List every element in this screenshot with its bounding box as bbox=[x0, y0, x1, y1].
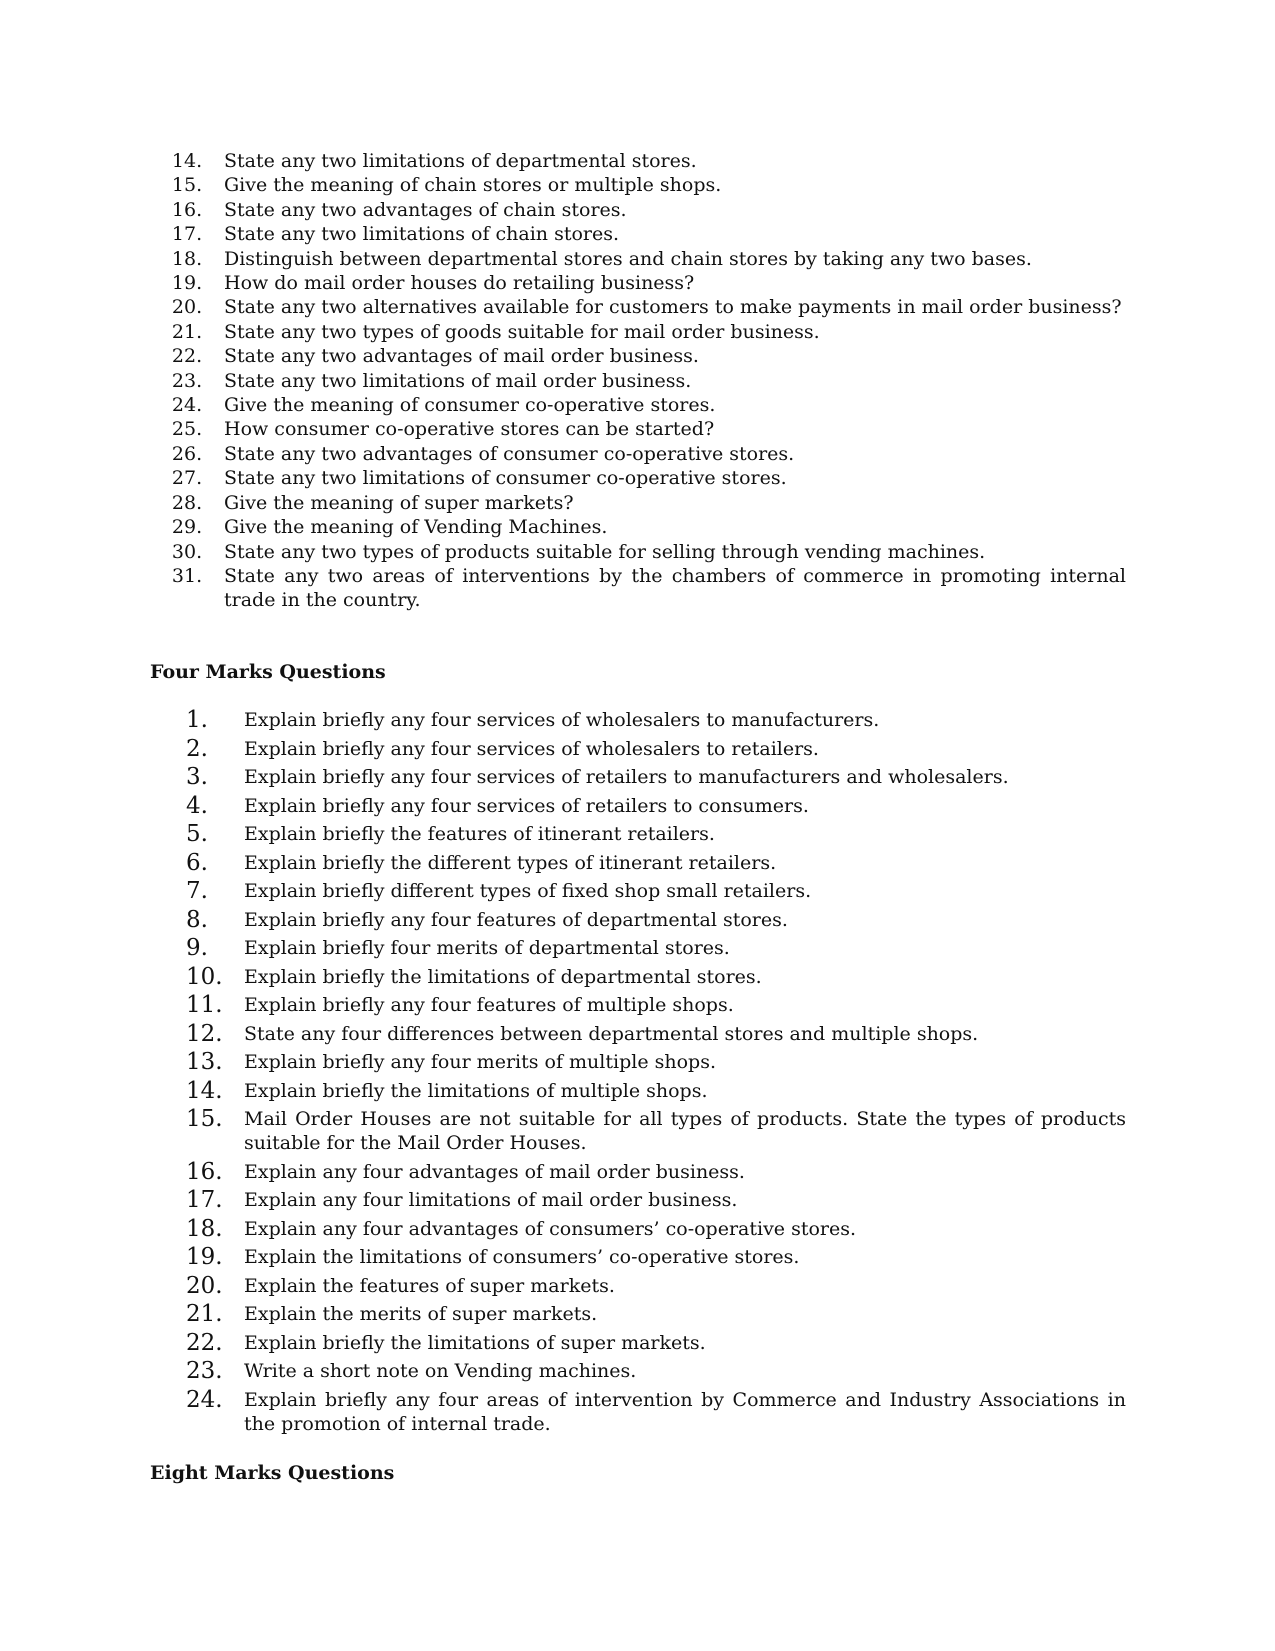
question-number: 4. bbox=[186, 792, 208, 819]
question-number: 3. bbox=[186, 764, 208, 790]
four-marks-questions-list bbox=[178, 708, 1126, 1440]
question-number: 8. bbox=[186, 906, 208, 933]
question-number: 26. bbox=[171, 442, 203, 465]
question-number: 16. bbox=[186, 1158, 223, 1185]
question-text: Give the meaning of super markets? bbox=[224, 491, 574, 514]
question-number: 16. bbox=[171, 198, 203, 221]
question-item bbox=[178, 1107, 1126, 1155]
question-item bbox=[150, 515, 1126, 539]
question-number: 2. bbox=[186, 735, 208, 762]
question-number: 22. bbox=[186, 1329, 223, 1356]
question-text: Explain briefly any four services of wholesalers to retailers. bbox=[244, 737, 819, 760]
question-text: State any two advantages of mail order business. bbox=[224, 345, 699, 368]
question-number: 18. bbox=[171, 247, 203, 270]
question-number: 19. bbox=[186, 1244, 223, 1271]
question-item bbox=[178, 1079, 1126, 1103]
question-item bbox=[178, 851, 1126, 875]
question-number: 24. bbox=[171, 394, 203, 417]
question-text: Explain briefly the different types of itinerant retailers. bbox=[244, 851, 777, 874]
short-questions-list bbox=[150, 149, 1126, 613]
question-item bbox=[178, 1188, 1126, 1212]
question-text: Give the meaning of chain stores or multiple shops. bbox=[224, 174, 722, 197]
question-text: State any two types of products suitable for selling through vending machines. bbox=[224, 540, 986, 563]
question-text: Explain briefly different types of fixed shop small retailers. bbox=[244, 880, 812, 902]
question-item bbox=[150, 369, 1126, 393]
question-number: 20. bbox=[171, 296, 203, 319]
question-item bbox=[150, 320, 1126, 344]
question-text: State any four differences between departmental stores and multiple shops. bbox=[244, 1022, 979, 1045]
question-number: 15. bbox=[171, 174, 203, 197]
question-number: 17. bbox=[171, 223, 203, 246]
eight-marks-heading: Eight Marks Questions bbox=[150, 1462, 395, 1484]
question-number: 9. bbox=[186, 935, 208, 961]
question-text: Write a short note on Vending machines. bbox=[244, 1360, 637, 1383]
question-item bbox=[150, 442, 1126, 466]
question-item bbox=[178, 1217, 1126, 1241]
question-item bbox=[178, 993, 1126, 1017]
question-item bbox=[150, 564, 1126, 613]
question-item bbox=[178, 822, 1126, 846]
question-number: 23. bbox=[186, 1358, 223, 1385]
question-item bbox=[150, 173, 1126, 197]
question-number: 21. bbox=[186, 1301, 223, 1328]
question-item bbox=[178, 737, 1126, 761]
question-item bbox=[178, 1302, 1126, 1326]
question-text: Mail Order Houses are not suitable for all types of products. State the types of products suitable for the Mail Order Houses. bbox=[244, 1108, 1126, 1155]
question-text: Explain briefly any four features of multiple shops. bbox=[244, 994, 734, 1016]
question-item bbox=[178, 1359, 1126, 1383]
question-number: 19. bbox=[171, 272, 203, 295]
question-text: Explain any four advantages of mail order business. bbox=[244, 1160, 745, 1183]
question-number: 1. bbox=[186, 707, 208, 733]
question-item bbox=[178, 965, 1126, 989]
question-text: Distinguish between departmental stores and chain stores by taking any two bases. bbox=[224, 247, 1032, 270]
question-text: Explain briefly the limitations of super markets. bbox=[244, 1331, 706, 1354]
question-text: Explain briefly the limitations of departmental stores. bbox=[244, 965, 762, 988]
question-text: State any two limitations of consumer co-operative stores. bbox=[224, 467, 787, 490]
question-item bbox=[150, 540, 1126, 564]
question-number: 7. bbox=[186, 878, 208, 904]
question-number: 6. bbox=[186, 849, 208, 876]
question-text: Give the meaning of consumer co-operative stores. bbox=[224, 394, 716, 417]
question-item bbox=[178, 1274, 1126, 1298]
question-number: 22. bbox=[171, 345, 203, 368]
question-item bbox=[150, 149, 1126, 173]
question-text: Explain briefly any four areas of intervention by Commerce and Industry Associations in the promotion of internal trade. bbox=[244, 1388, 1126, 1435]
question-number: 17. bbox=[186, 1187, 223, 1214]
question-number: 27. bbox=[171, 467, 203, 490]
question-number: 21. bbox=[171, 320, 203, 343]
question-text: Explain briefly the features of itinerant retailers. bbox=[244, 823, 715, 845]
question-text: Explain any four advantages of consumers’ co-operative stores. bbox=[244, 1217, 857, 1240]
four-marks-heading: Four Marks Questions bbox=[150, 661, 386, 683]
question-text: Explain briefly any four features of departmental stores. bbox=[244, 908, 788, 931]
question-item bbox=[150, 271, 1126, 295]
question-text: Give the meaning of Vending Machines. bbox=[224, 516, 608, 539]
question-number: 20. bbox=[186, 1272, 223, 1299]
question-item bbox=[150, 491, 1126, 515]
question-text: Explain briefly any four merits of multiple shops. bbox=[244, 1051, 716, 1073]
question-item bbox=[178, 1022, 1126, 1046]
question-number: 29. bbox=[171, 516, 203, 539]
question-number: 28. bbox=[171, 491, 203, 514]
question-item bbox=[150, 198, 1126, 222]
question-item bbox=[150, 344, 1126, 368]
question-text: Explain briefly any four services of retailers to manufacturers and wholesalers. bbox=[244, 766, 1009, 788]
question-text: Explain briefly the limitations of multiple shops. bbox=[244, 1079, 708, 1102]
question-number: 5. bbox=[186, 821, 208, 847]
question-item bbox=[150, 417, 1126, 441]
question-number: 30. bbox=[171, 540, 203, 563]
question-item bbox=[178, 1331, 1126, 1355]
question-text: State any two advantages of consumer co-operative stores. bbox=[224, 442, 795, 465]
question-text: How consumer co-operative stores can be started? bbox=[224, 418, 715, 441]
question-text: Explain any four limitations of mail order business. bbox=[244, 1189, 738, 1212]
question-number: 25. bbox=[171, 418, 203, 441]
question-text: Explain the merits of super markets. bbox=[244, 1303, 598, 1326]
question-number: 14. bbox=[186, 1077, 223, 1104]
question-item bbox=[150, 247, 1126, 271]
question-item bbox=[150, 222, 1126, 246]
question-text: Explain the limitations of consumers’ co-operative stores. bbox=[244, 1246, 800, 1269]
question-text: Explain briefly any four services of wholesalers to manufacturers. bbox=[244, 709, 880, 731]
question-text: State any two alternatives available for customers to make payments in mail order business? bbox=[224, 296, 1122, 319]
question-number: 18. bbox=[186, 1215, 223, 1242]
question-number: 15. bbox=[186, 1106, 223, 1132]
question-number: 31. bbox=[171, 564, 203, 587]
question-number: 14. bbox=[171, 150, 203, 172]
question-text: State any two limitations of mail order business. bbox=[224, 369, 692, 392]
question-text: State any two limitations of departmental stores. bbox=[224, 150, 697, 172]
question-text: Explain the features of super markets. bbox=[244, 1274, 615, 1297]
question-item bbox=[178, 1388, 1126, 1436]
question-item bbox=[178, 1160, 1126, 1184]
question-text: State any two areas of interventions by the chambers of commerce in promoting internal trade in the country. bbox=[224, 564, 1126, 612]
question-number: 11. bbox=[186, 992, 223, 1018]
question-text: State any two types of goods suitable for mail order business. bbox=[224, 320, 820, 343]
question-text: How do mail order houses do retailing business? bbox=[224, 272, 695, 295]
question-number: 24. bbox=[186, 1386, 223, 1413]
question-item bbox=[178, 1050, 1126, 1074]
question-text: State any two advantages of chain stores. bbox=[224, 198, 627, 221]
question-item bbox=[150, 466, 1126, 490]
question-item bbox=[150, 295, 1126, 319]
question-item bbox=[178, 1245, 1126, 1269]
question-item bbox=[178, 879, 1126, 903]
question-item bbox=[178, 708, 1126, 732]
question-item bbox=[178, 936, 1126, 960]
question-item bbox=[150, 393, 1126, 417]
question-item bbox=[178, 908, 1126, 932]
question-number: 12. bbox=[186, 1020, 223, 1047]
question-text: Explain briefly any four services of retailers to consumers. bbox=[244, 794, 809, 817]
question-item bbox=[178, 794, 1126, 818]
question-number: 10. bbox=[186, 963, 223, 990]
question-text: State any two limitations of chain stores. bbox=[224, 223, 620, 246]
question-number: 13. bbox=[186, 1049, 223, 1075]
question-number: 23. bbox=[171, 369, 203, 392]
question-item bbox=[178, 765, 1126, 789]
question-text: Explain briefly four merits of departmental stores. bbox=[244, 937, 730, 959]
